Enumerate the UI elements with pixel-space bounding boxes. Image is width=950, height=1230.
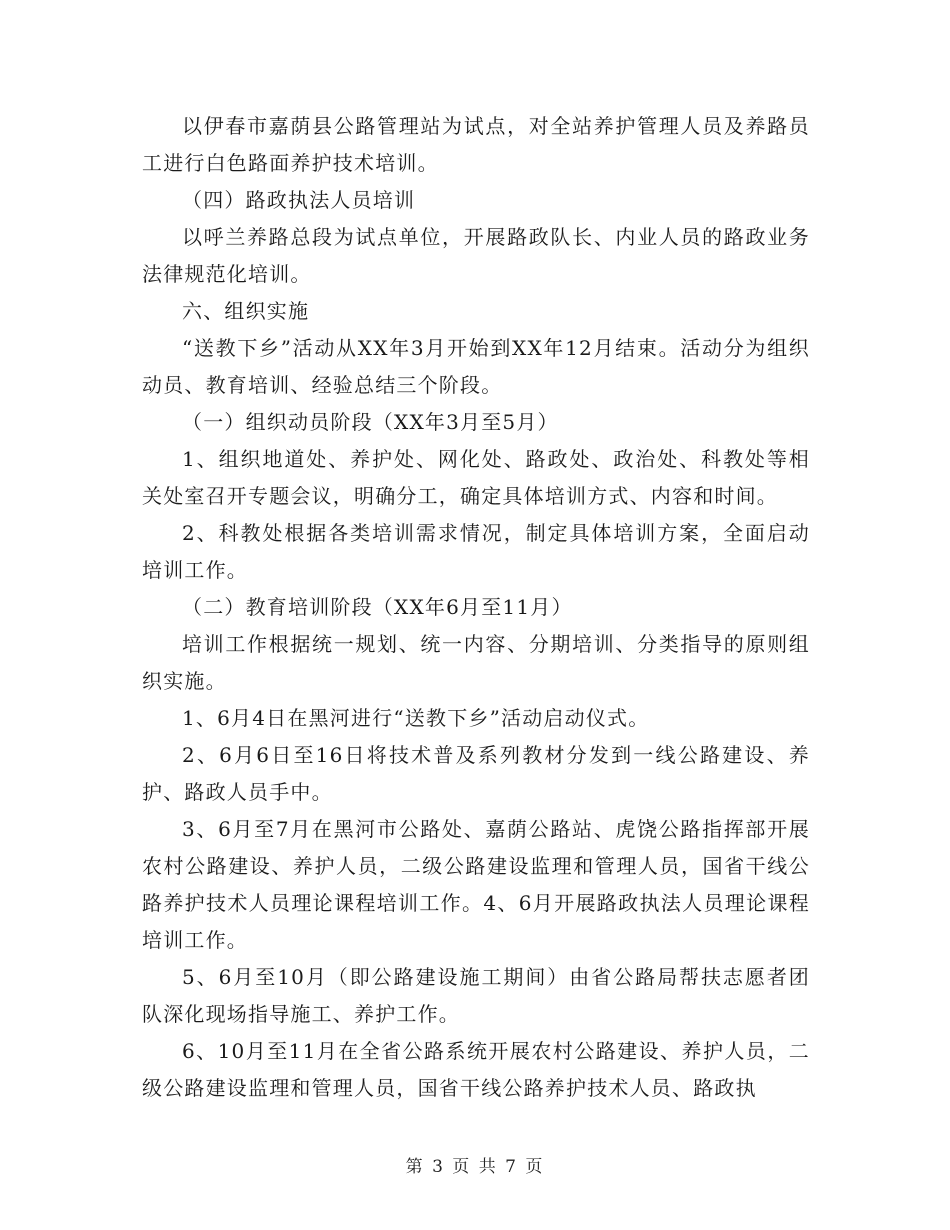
list-item-2: 2、科教处根据各类培训需求情况，制定具体培训方案，全面启动培训工作。 bbox=[142, 521, 810, 582]
page-number-footer: 第 3 页 共 7 页 bbox=[405, 1157, 545, 1177]
paragraph-4: 培训工作根据统一规划、统一内容、分期培训、分类指导的原则组织实施。 bbox=[142, 632, 810, 693]
list-item-1: 1、组织地道处、养护处、网化处、路政处、政治处、科教处等相关处室召开专题会议，明确分工，确定具体培训方式、内容和时间。 bbox=[142, 447, 810, 508]
list-item-3: 1、6月4日在黑河进行“送教下乡”活动启动仪式。 bbox=[182, 706, 650, 730]
list-item-5: 3、6月至7月在黑河市公路处、嘉荫公路站、虎饶公路指挥部开展农村公路建设、养护人员，二级公路建设监理和管理人员，国省干线公路养护技术人员理论课程培训工作。4、6月开展路政执法人员理论课程培训工作。 bbox=[142, 817, 810, 952]
section-heading-4: （四）路政执法人员培训 bbox=[182, 188, 416, 212]
list-item-7: 6、10月至11月在全省公路系统开展农村公路建设、养护人员，二级公路建设监理和管理人员，国省干线公路养护技术人员、路政执 bbox=[142, 1039, 810, 1100]
paragraph-1: 以伊春市嘉荫县公路管理站为试点，对全站养护管理人员及养路员工进行白色路面养护技术培训。 bbox=[142, 114, 810, 175]
paragraph-3: “送教下乡”活动从XX年3月开始到XX年12月结束。活动分为组织动员、教育培训、经验总结三个阶段。 bbox=[142, 336, 810, 397]
document-body bbox=[142, 108, 810, 1107]
list-item-6: 5、6月至10月（即公路建设施工期间）由省公路局帮扶志愿者团队深化现场指导施工、养护工作。 bbox=[142, 965, 810, 1026]
stage-heading-1: （一）组织动员阶段（XX年3月至5月） bbox=[182, 410, 559, 434]
list-item-4: 2、6月6日至16日将技术普及系列教材分发到一线公路建设、养护、路政人员手中。 bbox=[142, 743, 810, 804]
stage-heading-2: （二）教育培训阶段（XX年6月至11月） bbox=[182, 595, 573, 619]
paragraph-2: 以呼兰养路总段为试点单位，开展路政队长、内业人员的路政业务法律规范化培训。 bbox=[142, 225, 810, 286]
chapter-heading-6: 六、组织实施 bbox=[182, 299, 310, 323]
